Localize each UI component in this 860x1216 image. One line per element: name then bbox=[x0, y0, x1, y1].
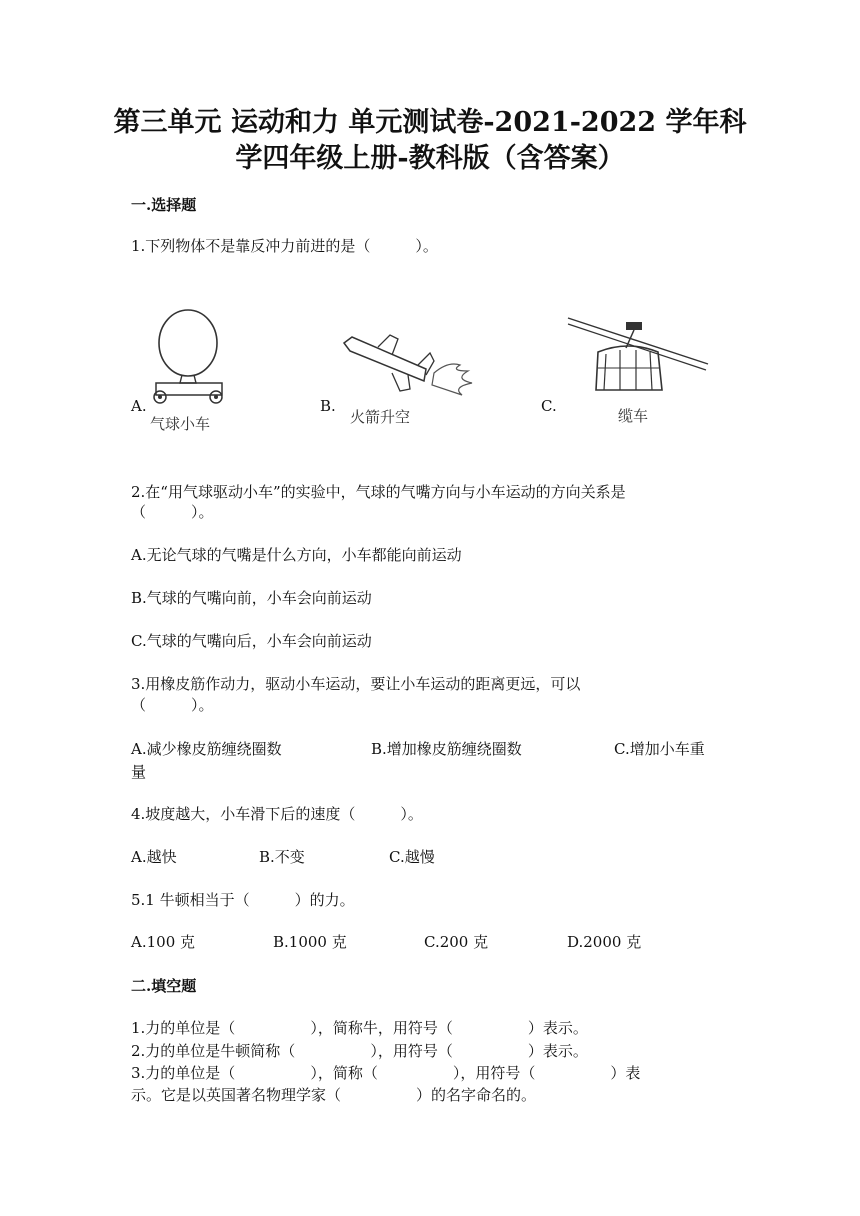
fill-question-1: 1.力的单位是（ ），简称牛，用符号（ ）表示。 bbox=[131, 1019, 588, 1037]
q3-option-a: A.减少橡皮筋缠绕圈数 bbox=[131, 740, 282, 758]
page-title-line1: 第三单元 运动和力 单元测试卷-2021-2022 学年科 bbox=[113, 107, 747, 138]
q1-option-b-label: B. bbox=[320, 397, 336, 415]
question-2-line1: 2.在“用气球驱动小车”的实验中，气球的气嘴方向与小车运动的方向关系是 bbox=[131, 483, 626, 501]
fill-question-2: 2.力的单位是牛顿简称（ ），用符号（ ）表示。 bbox=[131, 1042, 588, 1060]
question-3-line2: （ ）。 bbox=[131, 696, 214, 714]
cable-car-icon bbox=[566, 310, 712, 435]
section-heading-fill: 二.填空题 bbox=[131, 977, 197, 995]
fill-question-3-line2: 示。它是以英国著名物理学家（ ）的名字命名的。 bbox=[131, 1086, 537, 1104]
q1-option-c-label: C. bbox=[541, 397, 557, 415]
page-title-line2: 学四年级上册-教科版（含答案） bbox=[235, 143, 625, 174]
q5-option-b: B.1000 克 bbox=[273, 933, 347, 951]
q1-option-a-label: A. bbox=[131, 397, 147, 415]
question-4: 4.坡度越大，小车滑下后的速度（ ）。 bbox=[131, 805, 423, 823]
question-2-line2: （ ）。 bbox=[131, 503, 214, 521]
fill-question-3-line1: 3.力的单位是（ ），简称（ ），用符号（ ）表 bbox=[131, 1064, 641, 1082]
q2-option-c: C.气球的气嘴向后，小车会向前运动 bbox=[131, 632, 372, 650]
balloon-car-icon bbox=[146, 305, 246, 435]
q3-option-c-wrap: 量 bbox=[131, 763, 147, 781]
rocket-icon bbox=[338, 325, 483, 435]
section-heading-choice: 一.选择题 bbox=[131, 196, 197, 214]
q3-option-b: B.增加橡皮筋缠绕圈数 bbox=[371, 740, 522, 758]
q5-option-d: D.2000 克 bbox=[567, 933, 642, 951]
q4-option-c: C.越慢 bbox=[389, 848, 435, 866]
question-1: 1.下列物体不是靠反冲力前进的是（ ）。 bbox=[131, 237, 438, 255]
q1-option-c-caption: 缆车 bbox=[618, 407, 649, 425]
q1-option-a-caption: 气球小车 bbox=[150, 415, 211, 433]
q5-option-a: A.100 克 bbox=[131, 933, 195, 951]
q4-option-b: B.不变 bbox=[259, 848, 305, 866]
question-3-line1: 3.用橡皮筋作动力，驱动小车运动，要让小车运动的距离更远，可以 bbox=[131, 675, 581, 693]
q4-option-a: A.越快 bbox=[131, 848, 177, 866]
q5-option-c: C.200 克 bbox=[424, 933, 489, 951]
q1-option-b-caption: 火箭升空 bbox=[350, 408, 411, 426]
q2-option-b: B.气球的气嘴向前，小车会向前运动 bbox=[131, 589, 372, 607]
q2-option-a: A.无论气球的气嘴是什么方向，小车都能向前运动 bbox=[131, 546, 462, 564]
question-5: 5.1 牛顿相当于（ ）的力。 bbox=[131, 891, 355, 909]
q3-option-c: C.增加小车重 bbox=[614, 740, 705, 758]
